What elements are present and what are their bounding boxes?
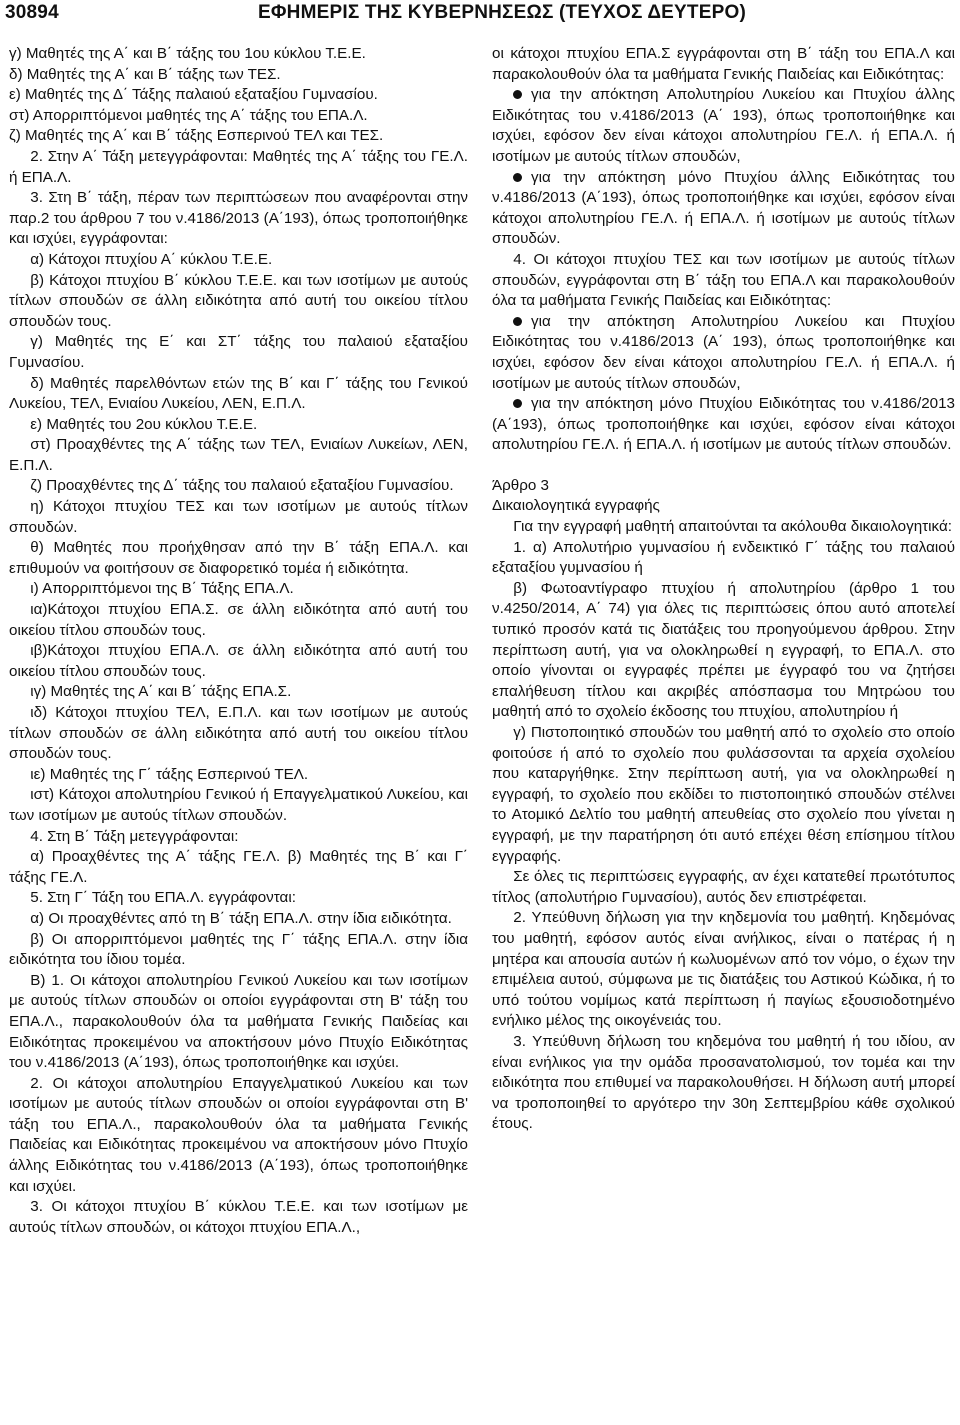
- paragraph: ια)Κάτοχοι πτυχίου ΕΠΑ.Σ. σε άλλη ειδικότητα από αυτή του οικείου τίτλου σπουδών τους.: [9, 601, 468, 639]
- paragraph: γ) Μαθητές της Ε΄ και ΣΤ΄ τάξης του παλαιού εξαταξίου Γυμνασίου.: [9, 333, 468, 371]
- paragraph: Σε όλες τις περιπτώσεις εγγραφής, αν έχει κατατεθεί πρωτότυπος τίτλος (απολυτήριο Γυμνασίου), αυτός δεν επιστρέφεται.: [492, 868, 955, 906]
- paragraph: 2. Υπεύθυνη δήλωση για την κηδεμονία του μαθητή. Κηδεμόνας του μαθητή, εφόσον αυτός είναι ανήλικος, είναι ο πατέρας ή η μητέρα και απουσία αυτών ή κωλυομένων από τον νόμο, ο έχων την επιμέλεια αυτού, σύμφωνα με τις διατάξεις του Αστικού Κώδικα, ή το υπό τούτου νομίμως κατά περίπτωση ή παγίως εξουσιοδοτημένο ενήλικο μέλος της οικογένειάς του.: [492, 909, 955, 1030]
- paragraph: ι) Απορριπτόμενοι της Β΄ Τάξης ΕΠΑ.Λ.: [30, 580, 294, 598]
- paragraph: β) Φωτοαντίγραφο πτυχίου ή απολυτηρίου (άρθρο 1 του ν.4250/2014, Α΄ 74) για όλες τις περιπτώσεις όπου αυτό αποτελεί τυπικό προσόν κατά τις διατάξεις του προηγούμενου άρθρου. Στην περίπτωση αυτή, για να ολοκληρωθεί η εγγραφή, το ΕΠΑ.Λ. στο οποίο γίνονται οι εγγραφές πρέπει με έγγραφό του να ζητήσει επαλήθευση τίτλου και ακριβές απόσπασμα του Μητρώου του μαθητή από το σχολείο έκδοσης του πτυχίου, απολυτηρίου ή: [492, 579, 955, 721]
- spacer: [492, 456, 955, 476]
- bullet-item: [492, 394, 955, 456]
- bullet-dot-icon: [513, 173, 522, 182]
- article-title: Δικαιολογητικά εγγραφής: [492, 497, 660, 515]
- paragraph: στ) Απορριπτόμενοι μαθητές της Α΄ τάξης του ΕΠΑ.Λ.: [9, 106, 368, 124]
- paragraph: ζ) Μαθητές της Α΄ και Β΄ τάξης Εσπερινού ΤΕΛ και ΤΕΣ.: [9, 127, 384, 145]
- bullet-item: [492, 168, 955, 250]
- bullet-dot-icon: [513, 317, 522, 326]
- paragraph: 3. Οι κάτοχοι πτυχίου Β΄ κύκλου Τ.Ε.Ε. και των ισοτίμων με αυτούς τίτλων σπουδών, οι κάτοχοι πτυχίου ΕΠΑ.Λ.,: [9, 1198, 468, 1236]
- paragraph: δ) Μαθητές παρελθόντων ετών της Β΄ και Γ΄ τάξης του Γενικού Λυκείου, ΤΕΛ, Ενιαίου Λυκείου, ΛΕΝ, Ε.Π.Λ.: [9, 374, 468, 413]
- paragraph: 4. Στη Β΄ Τάξη μετεγγράφονται:: [30, 827, 239, 845]
- paragraph: ιδ) Κάτοχοι πτυχίου ΤΕΛ, Ε.Π.Λ. και των ισοτίμων με αυτούς τίτλων σπουδών σε άλλη ειδικότητα από αυτή του οικείου τίτλου σπουδών τους.: [9, 704, 468, 763]
- paragraph: θ) Μαθητές που προήχθησαν από την Β΄ τάξη ΕΠΑ.Λ. και επιθυμούν να φοιτήσουν σε διαφορετικό τομέα ή ειδικότητα.: [9, 539, 468, 577]
- paragraph: 2. Οι κάτοχοι απολυτηρίου Επαγγελματικού Λυκείου και των ισοτίμων με αυτούς τίτλων σπουδών οι οποίοι εγγράφονται στη Β' τάξη του ΕΠΑ.Λ., παρακολουθούν όλα τα μαθήματα Γενικής Παιδείας και Ειδικότητας προκειμένου να αποκτήσουν μόνο Πτυχίο άλλης Ειδικότητας του ν.4186/2013 (Α΄193), όπως τροποποιήθηκε και ισχύει.: [9, 1074, 468, 1195]
- paragraph: 1. α) Απολυτήριο γυμνασίου ή ενδεικτικό Γ΄ τάξης του παλαιού εξαταξίου γυμνασίου ή: [492, 538, 955, 577]
- paragraph: γ) Πιστοποιητικό σπουδών του μαθητή από το σχολείο στο οποίο φοιτούσε ή από το σχολείο που φυλάσσονται τα αρχεία σχολείου που καταργήθηκε. Στην περίπτωση αυτή, για να ολοκληρωθεί η εγγραφή, το σχολείο που εκδίδει το πιστοποιητικό σπουδών στέλνει το Ατομικό Δελτίο του μαθητή απευθείας στο σχολείο που γίνεται η εγγραφή, με την παρατήρηση ότι αυτό επέχει θέση επίσημου τίτλου εγγραφής.: [492, 724, 955, 865]
- bullet-item: [492, 85, 955, 167]
- left-column: [9, 44, 468, 1238]
- paragraph: β) Κάτοχοι πτυχίου Β΄ κύκλου Τ.Ε.Ε. και των ισοτίμων με αυτούς τίτλων σπουδών σε άλλη ειδικότητα από αυτή του οικείου τίτλου σπουδών τους.: [9, 271, 468, 330]
- article-number: Άρθρο 3: [492, 476, 549, 494]
- paragraph: Β) 1. Οι κάτοχοι απολυτηρίου Γενικού Λυκείου και των ισοτίμων με αυτούς τίτλων σπουδών οι οποίοι εγγράφονται στη Β' τάξη του ΕΠΑ.Λ., παρακολουθούν όλα τα μαθήματα Γενικής Παιδείας και Ειδικότητας προκειμένου να αποκτήσουν μόνο Πτυχίο Ειδικότητας του ν.4186/2013 (Α΄193), όπως τροποποιήθηκε και ισχύει.: [9, 971, 468, 1072]
- paragraph: 2. Στην Α΄ Τάξη μετεγγράφονται: Μαθητές της Α΄ τάξης του ΓΕ.Λ. ή ΕΠΑ.Λ.: [9, 147, 468, 186]
- paragraph: στ) Προαχθέντες της Α΄ τάξης των ΤΕΛ, Ενιαίων Λυκείων, ΛΕΝ, Ε.Π.Λ.: [9, 436, 468, 474]
- bullet-text: για την απόκτηση μόνο Πτυχίου Ειδικότητας του ν.4186/2013 (Α΄193), όπως τροποποιήθηκε και ισχύει, εφόσον είναι κάτοχοι απολυτηρίου ΓΕ.Λ. ή ΕΠΑ.Λ. ή ισοτίμων με αυτούς τίτλων σπουδών.: [492, 395, 955, 454]
- paragraph: 4. Οι κάτοχοι πτυχίου ΤΕΣ και των ισοτίμων με αυτούς τίτλων σπουδών, εγγράφονται στη Β΄ τάξη του ΕΠΑ.Λ και παρακολουθούν όλα τα μαθήματα Γενικής Παιδείας και Ειδικότητας:: [492, 250, 955, 310]
- bullet-item: [492, 312, 955, 394]
- bullet-dot-icon: [513, 90, 522, 99]
- paragraph: α) Κάτοχοι πτυχίου Α΄ κύκλου Τ.Ε.Ε.: [30, 250, 273, 268]
- bullet-text: για την απόκτηση μόνο Πτυχίου άλλης Ειδικότητας του ν.4186/2013 (Α΄193), όπως τροποποιήθηκε και ισχύει, εφόσον είναι κάτοχοι απολυτηρίου ΓΕ.Λ. ή ΕΠΑ.Λ. ή ισοτίμων με αυτούς τίτλων σπουδών.: [492, 168, 955, 248]
- bullet-text: για την απόκτηση Απολυτηρίου Λυκείου και Πτυχίου Ειδικότητας του ν.4186/2013 (Α΄ 193), όπως τροποποιήθηκε και ισχύει, εφόσον δεν είναι κάτοχοι απολυτηρίου ΓΕ.Λ. ή ΕΠΑ.Λ. ή ισοτίμων με αυτούς τίτλων σπουδών,: [492, 312, 955, 392]
- paragraph: ιε) Μαθητές της Γ΄ τάξης Εσπερινού ΤΕΛ.: [30, 765, 309, 783]
- paragraph: δ) Μαθητές της Α΄ και Β΄ τάξης των ΤΕΣ.: [9, 65, 281, 83]
- paragraph: Για την εγγραφή μαθητή απαιτούνται τα ακόλουθα δικαιολογητικά:: [513, 518, 952, 536]
- paragraph: ιστ) Κάτοχοι απολυτηρίου Γενικού ή Επαγγελματικού Λυκείου, και των ισοτίμων με αυτούς τίτλων σπουδών.: [9, 786, 468, 824]
- page-number: 30894: [5, 2, 59, 23]
- paragraph: β) Οι απορριπτόμενοι μαθητές της Γ΄ τάξης ΕΠΑ.Λ. στην ίδια ειδικότητα του ίδιου τομέα.: [9, 930, 468, 969]
- paragraph: 3. Υπεύθυνη δήλωση του κηδεμόνα του μαθητή ή του ιδίου, αν είναι ενήλικος για την ομάδα προσανατολισμού, τον τομέα και την ειδικότητα που επιθυμεί να παρακολουθήσει. Η δήλωση αυτή μπορεί να τροποποιηθεί το αργότερο την 30η Σεπτεμβρίου κάθε σχολικού έτους.: [492, 1032, 955, 1133]
- paragraph: α) Οι προαχθέντες από τη Β΄ τάξη ΕΠΑ.Λ. στην ίδια ειδικότητα.: [30, 909, 452, 927]
- right-column: [492, 44, 955, 1135]
- paragraph: α) Προαχθέντες της Α΄ τάξης ΓΕ.Λ. β) Μαθητές της Β΄ και Γ΄ τάξης ΓΕ.Λ.: [9, 848, 468, 886]
- paragraph: ζ) Προαχθέντες της Δ΄ τάξης του παλαιού εξαταξίου Γυμνασίου.: [30, 477, 454, 495]
- bullet-dot-icon: [513, 399, 522, 408]
- paragraph: ιβ)Κάτοχοι πτυχίου ΕΠΑ.Λ. σε άλλη ειδικότητα από αυτή του οικείου τίτλου σπουδών τους.: [9, 642, 468, 680]
- bullet-text: για την απόκτηση Απολυτηρίου Λυκείου και Πτυχίου άλλης Ειδικότητας του ν.4186/2013 (Α΄ 193), όπως τροποποιήθηκε και ισχύει, εφόσον δεν είναι κάτοχοι απολυτηρίου ΓΕ.Λ. ή ΕΠΑ.Λ. ή ισοτίμων με αυτούς τίτλων σπουδών,: [492, 86, 955, 165]
- page-header: [0, 0, 960, 44]
- gazette-title: ΕΦΗΜΕΡΙΣ ΤΗΣ ΚΥΒΕΡΝΗΣΕΩΣ (ΤΕΥΧΟΣ ΔΕΥΤΕΡΟ): [258, 2, 746, 23]
- paragraph: ιγ) Μαθητές της Α΄ και Β΄ τάξης ΕΠΑ.Σ.: [30, 683, 292, 701]
- paragraph: 5. Στη Γ΄ Τάξη του ΕΠΑ.Λ. εγγράφονται:: [30, 889, 296, 907]
- paragraph: 3. Στη Β΄ τάξη, πέραν των περιπτώσεων που αναφέρονται στην παρ.2 του άρθρου 7 του ν.4186/2013 (Α΄193), όπως τροποποιήθηκε και ισχύει, εγγράφονται:: [9, 189, 468, 248]
- paragraph: ε) Μαθητές του 2ου κύκλου Τ.Ε.Ε.: [30, 415, 258, 433]
- paragraph: γ) Μαθητές της Α΄ και Β΄ τάξης του 1ου κύκλου Τ.Ε.Ε.: [9, 45, 366, 62]
- paragraph: η) Κάτοχοι πτυχίου ΤΕΣ και των ισοτίμων με αυτούς τίτλων σπουδών.: [9, 498, 468, 536]
- paragraph: οι κάτοχοι πτυχίου ΕΠΑ.Σ εγγράφονται στη Β΄ τάξη του ΕΠΑ.Λ και παρακολουθούν όλα τα μαθήματα Γενικής Παιδείας και Ειδικότητας:: [492, 45, 955, 83]
- paragraph: ε) Μαθητές της Δ΄ Τάξης παλαιού εξαταξίου Γυμνασίου.: [9, 86, 378, 104]
